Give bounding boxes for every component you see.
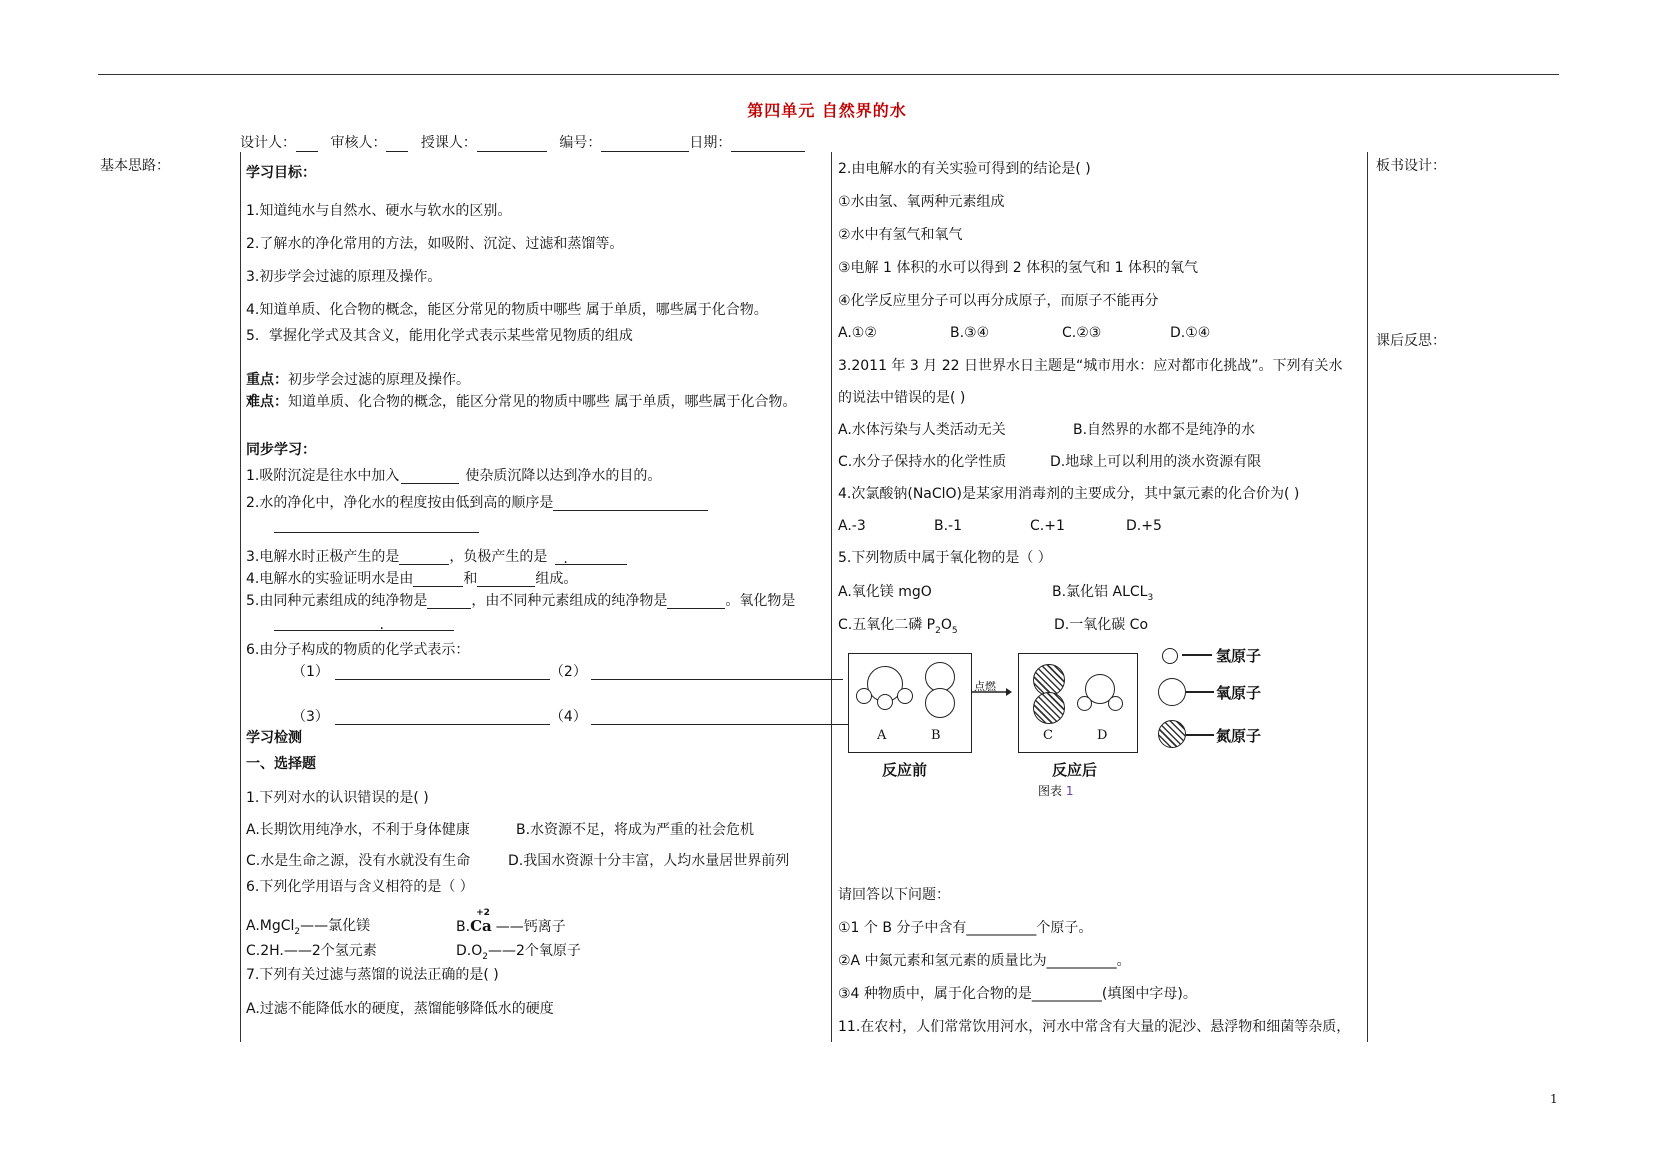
fill-blank[interactable] — [553, 497, 708, 511]
sync-text: 2.水的净化中，净化水的程度按由低到高的顺序是 — [246, 495, 554, 511]
sync-item-4 — [246, 571, 577, 587]
label-b: B — [931, 728, 941, 743]
q5b-sub: 3 — [1147, 592, 1154, 603]
fill-blank[interactable] — [335, 666, 550, 680]
sync-text: 。氧化物是 — [725, 593, 796, 609]
test-heading: 学习检测 — [246, 730, 302, 746]
caption-word: 图表 — [1038, 784, 1063, 798]
page-number: 1 — [1550, 1092, 1558, 1106]
valence-sup: +2 — [476, 908, 490, 918]
after-label: 反应后 — [1052, 761, 1098, 779]
hydrogen-atom-d — [1108, 696, 1123, 711]
sync-text: 和 — [463, 571, 478, 587]
legend-line — [1182, 654, 1212, 656]
reviewer-blank — [386, 137, 408, 152]
q5c-sub: 2 — [935, 625, 941, 636]
answer-3: ③4 种物质中，属于化合物的是__________(填图中字母)。 — [838, 986, 1197, 1002]
q5b-text: B.氯化铝 ALCL — [1052, 584, 1148, 600]
question-5: 5.下列物质中属于氧化物的是（ ） — [838, 550, 1052, 566]
q2-statement-1: ①水由氢、氧两种元素组成 — [838, 194, 1005, 210]
board-design-label: 板书设计： — [1376, 158, 1446, 174]
legend-oxygen-icon — [1158, 678, 1186, 706]
sync-text: 使杂质沉降以达到净水的目的。 — [465, 468, 662, 484]
formula-index: （2） — [549, 664, 587, 680]
sync-heading: 同步学习： — [246, 442, 316, 458]
q6-option-c: C.2H.——2个氢元素 — [246, 943, 377, 959]
label-a: A — [877, 728, 887, 743]
q1-option-b: B.水资源不足，将成为严重的社会危机 — [516, 822, 755, 838]
lecturer-label: 授课人： — [420, 135, 477, 151]
meta-row — [240, 132, 813, 152]
sync-item-1 — [246, 468, 661, 484]
q2-option-c: C.②③ — [1062, 325, 1102, 341]
question-3-line-1: 3.2011 年 3 月 22 日世界水日主题是“城市用水：应对都市化挑战”。下列有关水 — [838, 358, 1343, 374]
legend-hydrogen-icon — [1162, 648, 1178, 664]
legend-line — [1186, 691, 1214, 693]
goal-item: 3.初步学会过滤的原理及操作。 — [246, 269, 442, 285]
q5-option-b — [1052, 584, 1153, 606]
after-box — [1018, 653, 1138, 753]
reflection-label: 课后反思： — [1376, 333, 1446, 349]
sync-item-5 — [246, 593, 795, 609]
before-box — [848, 653, 972, 753]
designer-blank — [296, 137, 318, 152]
q4-option-a: A.-3 — [838, 518, 866, 534]
goal-item: 1.知道纯水与自然水、硬水与软水的区别。 — [246, 203, 512, 219]
legend-oxygen: 氧原子 — [1216, 684, 1262, 702]
q6d-text: D.O — [456, 943, 483, 959]
column-divider-left — [240, 152, 241, 1042]
q6-option-a — [246, 918, 370, 940]
q6-option-d — [456, 943, 581, 965]
sync-text: 3.电解水时正极产生的是 — [246, 549, 400, 565]
difficulty-label: 难点： — [246, 394, 288, 410]
formula-index: （3） — [292, 709, 329, 725]
q1-option-a: A.长期饮用纯净水，不利于身体健康 — [246, 822, 470, 838]
q6b-text: ——钙离子 — [495, 919, 566, 935]
q5c-sub: 5 — [951, 625, 958, 636]
q6d-sub: 2 — [482, 951, 488, 962]
sync-item-5-cont — [274, 615, 454, 631]
sync-item-2 — [246, 495, 708, 511]
fill-blank[interactable] — [335, 711, 550, 725]
fill-blank[interactable] — [591, 711, 853, 725]
lecturer-blank — [477, 137, 547, 152]
q1-option-d: D.我国水资源十分丰富，人均水量居世界前列 — [508, 853, 790, 869]
q7-option-a: A.过滤不能降低水的硬度，蒸馏能够降低水的硬度 — [246, 1001, 554, 1017]
oxygen-atom-b — [925, 688, 955, 718]
question-2: 2.由电解水的有关实验可得到的结论是( ) — [838, 161, 1091, 177]
sync-text: ，由不同种元素组成的纯净物是 — [471, 593, 668, 609]
q5-option-c — [838, 617, 958, 639]
hydrogen-atom-a — [856, 688, 872, 704]
designer-label: 设计人： — [240, 135, 296, 151]
sync-item-3 — [246, 549, 627, 565]
sync-text: ，负极产生的是 — [449, 549, 548, 565]
ignition-label: 点燃 — [974, 680, 996, 693]
answer-1: ①1 个 B 分子中含有__________个原子。 — [838, 920, 1093, 936]
number-blank — [601, 137, 689, 152]
legend-hydrogen: 氢原子 — [1216, 647, 1262, 665]
q2-option-a: A.①② — [838, 325, 877, 341]
q2-statement-2: ②水中有氢气和氧气 — [838, 227, 963, 243]
answer-prompt: 请回答以下问题： — [838, 887, 950, 903]
hydrogen-atom-a — [877, 694, 893, 710]
fill-blank[interactable] — [274, 617, 454, 631]
document-title: 第四单元 自然界的水 — [747, 101, 907, 120]
q6a-text: A.MgCl — [246, 918, 295, 934]
q4-option-b: B.-1 — [934, 518, 963, 534]
q3-option-c: C.水分子保持水的化学性质 — [838, 454, 1007, 470]
fill-blank[interactable] — [413, 573, 463, 587]
goal-item: 5．掌握化学式及其含义，能用化学式表示某些常见物质的组成 — [246, 328, 633, 344]
nitrogen-atom-c — [1033, 692, 1065, 724]
key-text: 初步学会过滤的原理及操作。 — [288, 372, 470, 388]
number-label: 编号： — [559, 135, 602, 151]
fill-blank[interactable] — [477, 573, 535, 587]
formula-index: （1） — [292, 664, 329, 680]
q5-option-a: A.氧化镁 mgO — [838, 584, 932, 600]
answer-2: ②A 中氮元素和氢元素的质量比为__________。 — [838, 953, 1131, 969]
reviewer-label: 审核人： — [330, 135, 387, 151]
fill-blank[interactable] — [401, 470, 459, 484]
hydrogen-atom-d — [1077, 696, 1092, 711]
fill-blank[interactable] — [399, 551, 449, 565]
calcium-valence — [470, 908, 492, 935]
fill-blank[interactable] — [667, 595, 725, 609]
q6b-text: B. — [456, 919, 471, 935]
choice-heading: 一、选择题 — [246, 756, 316, 772]
q5-option-d: D.一氧化碳 Co — [1054, 617, 1149, 633]
q2-statement-4: ④化学反应里分子可以再分成原子，而原子不能再分 — [838, 293, 1159, 309]
legend-line — [1186, 734, 1214, 736]
basic-idea-label: 基本思路： — [100, 158, 170, 174]
column-divider-right — [1367, 152, 1368, 1042]
difficulty-point — [246, 394, 796, 410]
blank-dot: . — [379, 617, 384, 633]
before-label: 反应前 — [882, 761, 928, 779]
fill-blank[interactable] — [427, 595, 471, 609]
key-point — [246, 372, 470, 388]
legend-nitrogen-icon — [1158, 720, 1186, 748]
question-4: 4.次氯酸钠(NaClO)是某家用消毒剂的主要成分，其中氯元素的化合价为( ) — [838, 486, 1300, 502]
sync-text: 1.吸附沉淀是往水中加入 — [246, 468, 400, 484]
sync-text: 组成。 — [535, 571, 578, 587]
question-1: 1.下列对水的认识错误的是( ) — [246, 790, 429, 806]
hydrogen-atom-a — [897, 688, 913, 704]
fill-blank[interactable] — [591, 666, 843, 680]
goal-item: 4.知道单质、化合物的概念，能区分常见的物质中哪些 属于单质，哪些属于化合物。 — [246, 302, 768, 318]
date-label: 日期： — [689, 135, 732, 151]
sync-item-2-cont — [274, 517, 479, 533]
fill-blank[interactable] — [555, 551, 627, 565]
q6-option-b — [456, 908, 566, 935]
goals-heading: 学习目标： — [246, 165, 316, 181]
date-blank — [731, 137, 805, 152]
caption-number: 1 — [1065, 784, 1074, 798]
question-6: 6.下列化学用语与含义相符的是（ ） — [246, 879, 474, 895]
q5c-text: O — [940, 617, 952, 633]
q1-option-c: C.水是生命之源，没有水就没有生命 — [246, 853, 471, 869]
q6a-text: ——氯化镁 — [300, 918, 371, 934]
legend-nitrogen: 氮原子 — [1216, 727, 1262, 745]
q6d-text: ——2个氧原子 — [487, 943, 581, 959]
question-7: 7.下列有关过滤与蒸馏的说法正确的是( ) — [246, 967, 499, 983]
formula-row-1 — [292, 664, 843, 680]
reaction-diagram — [848, 648, 1288, 798]
sync-text: 5.由同种元素组成的纯净物是 — [246, 593, 428, 609]
key-label: 重点： — [246, 372, 288, 388]
figure-caption — [1038, 782, 1073, 799]
label-d: D — [1097, 728, 1108, 743]
formula-index: （4） — [549, 709, 587, 725]
difficulty-text: 知道单质、化合物的概念，能区分常见的物质中哪些 属于单质，哪些属于化合物。 — [288, 394, 797, 410]
label-c: C — [1043, 728, 1053, 743]
header-rule — [98, 74, 1559, 75]
q3-option-d: D.地球上可以利用的淡水资源有限 — [1050, 454, 1262, 470]
q6a-sub: 2 — [294, 926, 301, 937]
blank-dot: . — [563, 551, 568, 567]
q2-option-d: D.①④ — [1170, 325, 1211, 341]
question-11: 11.在农村，人们常常饮用河水，河水中常含有大量的泥沙、悬浮物和细菌等杂质， — [838, 1019, 1351, 1035]
sync-item-6: 6.由分子构成的物质的化学式表示： — [246, 642, 470, 658]
calcium-symbol: Ca — [470, 917, 492, 935]
goal-item: 2.了解水的净化常用的方法，如吸附、沉淀、过滤和蒸馏等。 — [246, 236, 624, 252]
q3-option-a: A.水体污染与人类活动无关 — [838, 422, 1006, 438]
q3-option-b: B.自然界的水都不是纯净的水 — [1073, 422, 1256, 438]
fill-blank[interactable] — [274, 519, 479, 533]
formula-row-2 — [292, 709, 853, 725]
q2-option-b: B.③④ — [950, 325, 990, 341]
q5c-text: C.五氧化二磷 P — [838, 617, 936, 633]
q4-option-c: C.+1 — [1030, 518, 1065, 534]
column-divider-middle — [831, 152, 832, 1042]
sync-text: 4.电解水的实验证明水是由 — [246, 571, 414, 587]
question-3-line-2: 的说法中错误的是( ) — [838, 390, 966, 406]
q2-statement-3: ③电解 1 体积的水可以得到 2 体积的氢气和 1 体积的氧气 — [838, 260, 1198, 276]
q4-option-d: D.+5 — [1126, 518, 1162, 534]
